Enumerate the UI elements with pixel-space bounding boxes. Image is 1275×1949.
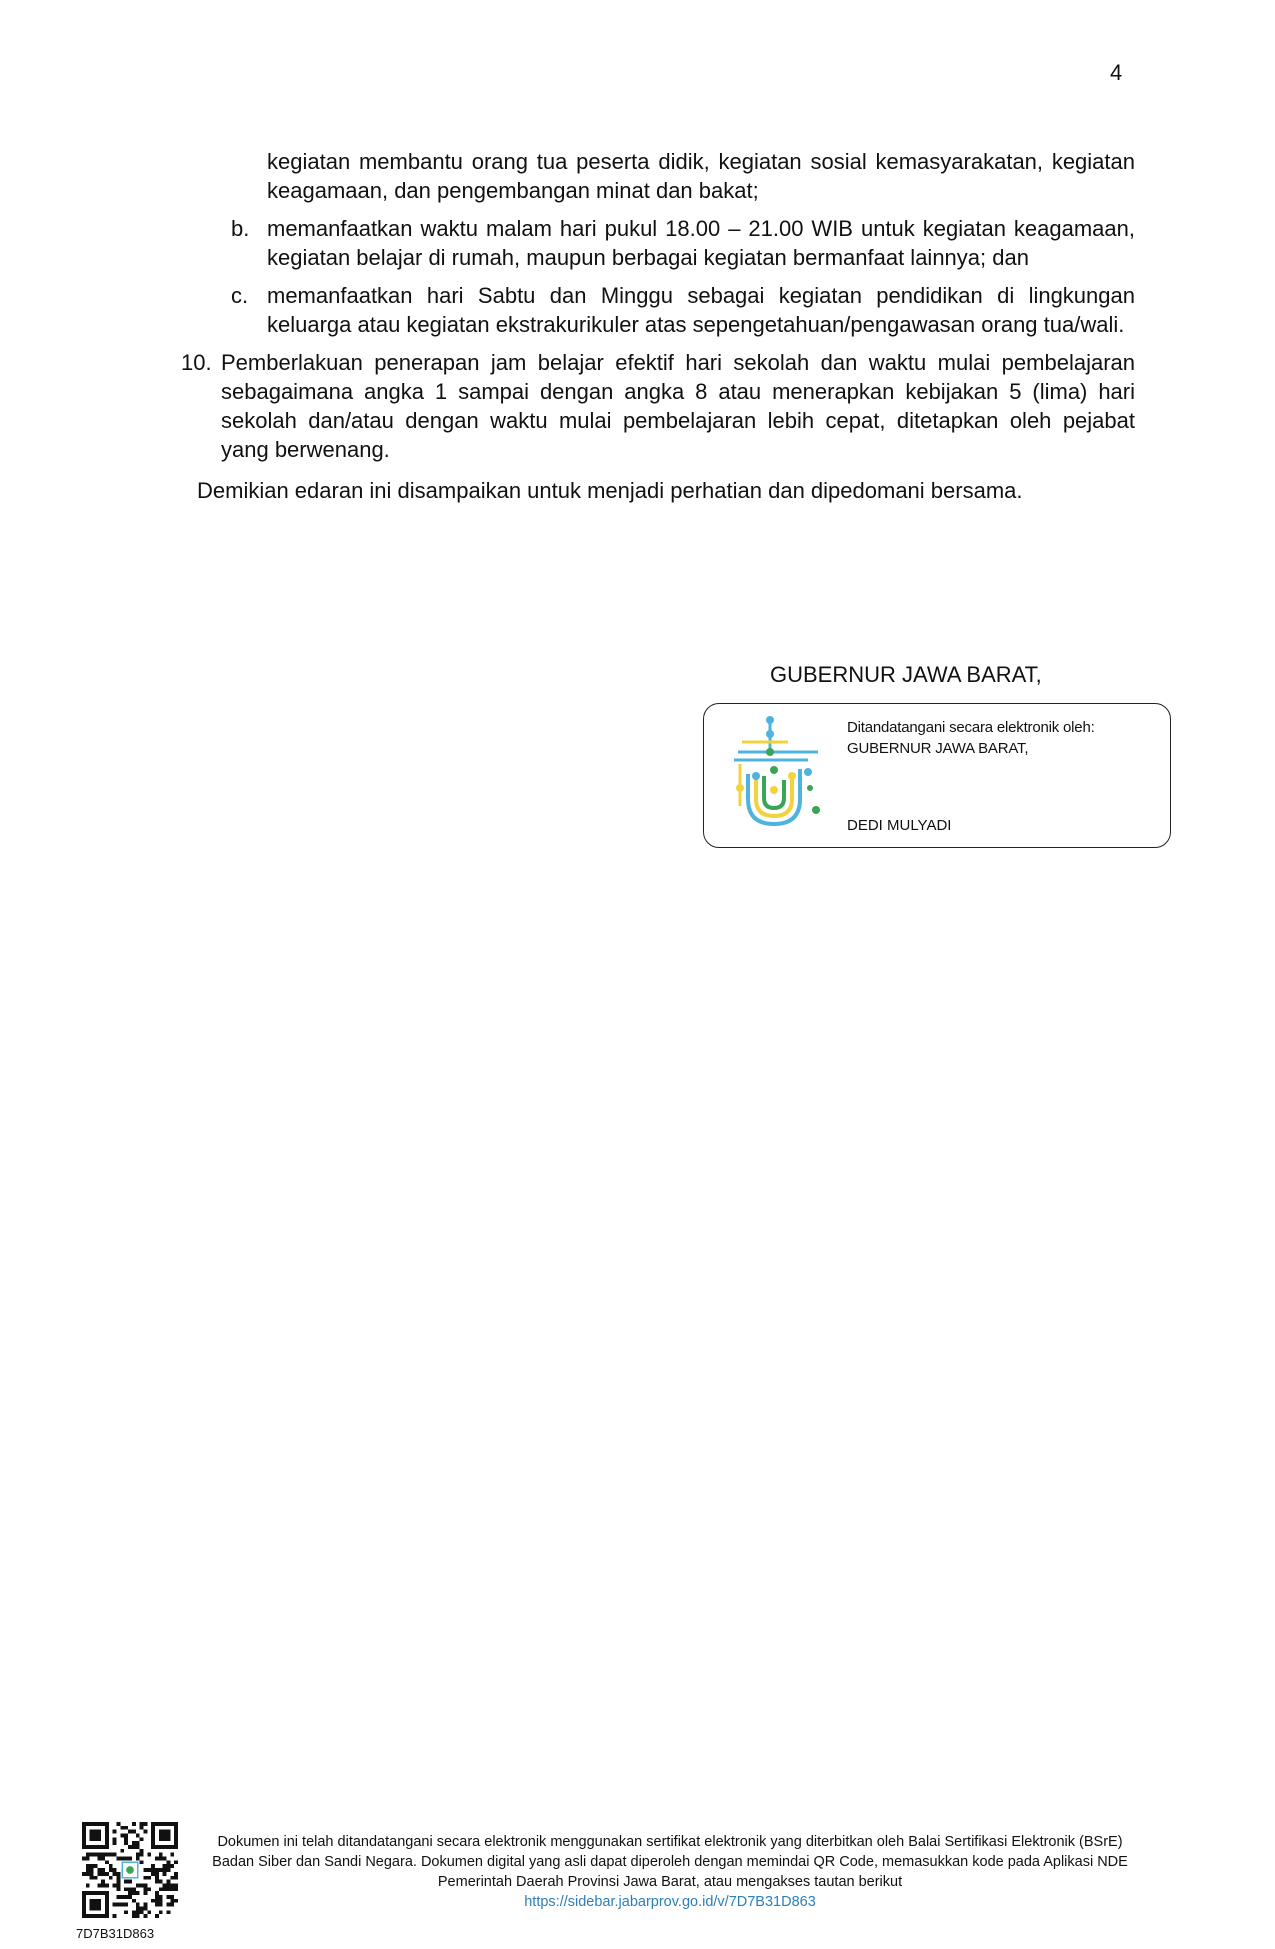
qr-code-icon bbox=[82, 1822, 178, 1918]
signer-position: GUBERNUR JAWA BARAT, bbox=[847, 740, 1029, 757]
list-item-c bbox=[231, 281, 1135, 339]
signature-title: GUBERNUR JAWA BARAT, bbox=[770, 662, 1042, 687]
bsre-logo-icon bbox=[728, 714, 828, 839]
document-body bbox=[147, 147, 1135, 505]
page-number: 4 bbox=[1110, 60, 1123, 85]
list-item-10 bbox=[181, 348, 1135, 464]
list-text-c: memanfaatkan hari Sabtu dan Minggu sebagai kegiatan pendidikan di lingkungan keluarga atau kegiatan ekstrakurikuler atas sepengetahuan/pengawasan orang tua/wali. bbox=[267, 283, 1135, 337]
list-marker-10: 10. bbox=[181, 350, 212, 375]
footer-notice bbox=[210, 1832, 1130, 1912]
item-9-continuation: kegiatan membantu orang tua peserta didik, kegiatan sosial kemasyarakatan, kegiatan keagamaan, dan pengembangan minat dan bakat; bbox=[267, 149, 1135, 203]
closing-paragraph: Demikian edaran ini disampaikan untuk menjadi perhatian dan dipedomani bersama. bbox=[197, 478, 1023, 503]
list-text-b: memanfaatkan waktu malam hari pukul 18.00 – 21.00 WIB untuk kegiatan keagamaan, kegiatan belajar di rumah, maupun berbagai kegiatan bermanfaat lainnya; dan bbox=[267, 216, 1135, 270]
list-item-b bbox=[231, 214, 1135, 272]
qr-code-id: 7D7B31D863 bbox=[76, 1926, 155, 1941]
list-marker-b: b. bbox=[231, 216, 250, 241]
list-text-10: Pemberlakuan penerapan jam belajar efektif hari sekolah dan waktu mulai pembelajaran sebagaimana angka 1 sampai dengan angka 8 atau menerapkan kebijakan 5 (lima) hari sekolah dan/atau dengan waktu mulai pembelajaran lebih cepat, ditetapkan oleh pejabat yang berwenang. bbox=[221, 350, 1135, 462]
footer-notice-text: Dokumen ini telah ditandatangani secara elektronik menggunakan sertifikat elektronik yang diterbitkan oleh Balai Sertifikasi Elektronik (BSrE) Badan Siber dan Sandi Negara. Dokumen digital yang asli dapat diperoleh dengan memindai QR Code, memasukkan kode pada Aplikasi NDE Pemerintah Daerah Provinsi Jawa Barat, atau mengakses tautan berikut bbox=[212, 1834, 1128, 1890]
signer-name: DEDI MULYADI bbox=[847, 817, 952, 834]
list-marker-c: c. bbox=[231, 283, 249, 308]
verification-link[interactable]: https://sidebar.jabarprov.go.id/v/7D7B31D863 bbox=[524, 1894, 816, 1910]
electronic-signature-box bbox=[703, 703, 1171, 848]
signed-by-label: Ditandatangani secara elektronik oleh: bbox=[847, 719, 1095, 736]
